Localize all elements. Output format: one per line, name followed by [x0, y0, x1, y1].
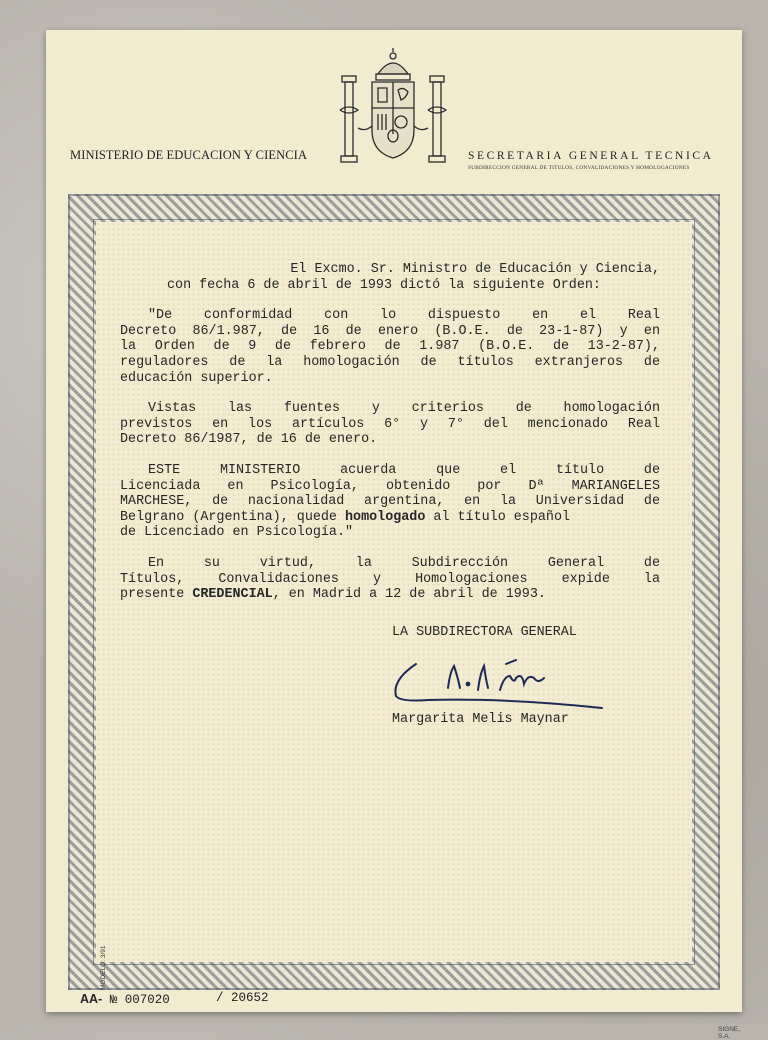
serial-digits: № 007020 — [102, 993, 170, 1007]
registration-number: / 20652 — [216, 991, 269, 1005]
ministry-name: MINISTERIO DE EDUCACION Y CIENCIA — [70, 148, 308, 162]
printer-mark: SIGNE, S.A. — [718, 1026, 741, 1040]
para3-line-3: MARCHESE, de nacionalidad argentina, en la Universidad de — [120, 494, 660, 510]
serial-prefix: AA- — [80, 992, 103, 1006]
handwritten-signature — [388, 650, 618, 716]
subdireccion-general: SUBDIRECCION GENERAL DE TITULOS, CONVALIDACIONES Y HOMOLOGACIONES — [468, 165, 690, 171]
para3-line-1: ESTE MINISTERIO acuerda que el título de — [148, 462, 660, 478]
para4-line-3-end: , en Madrid a 12 de abril de 1993. — [272, 587, 546, 603]
para4-line-2: Títulos, Convalidaciones y Homologaciones expide la — [120, 571, 660, 587]
homologado-word: homologado — [345, 509, 426, 525]
modelo-label: MODELO: 3/91 — [100, 945, 107, 990]
signer-name: Margarita Melis Maynar — [392, 712, 569, 727]
para2-line-2: previstos en los artículos 6° y 7° del mencionado Real — [120, 416, 660, 432]
credencial-word: CREDENCIAL — [192, 587, 273, 603]
para1-line-1: "De conformidad con lo dispuesto en el Real — [148, 308, 660, 324]
para1-line-5: educación superior. — [120, 370, 273, 386]
para3-line-4-end: al título español — [425, 509, 571, 525]
secretaria-general-tecnica: SECRETARIA GENERAL TECNICA — [468, 150, 714, 162]
para2-line-3: Decreto 86/1987, de 16 de enero. — [120, 432, 378, 448]
serial-number — [80, 992, 170, 1007]
para4-line-1: En su virtud, la Subdirección General de — [148, 555, 660, 571]
para4-line-3-start: presente — [120, 587, 193, 603]
spanish-coat-of-arms-icon — [334, 48, 452, 172]
para4-line-3 — [120, 587, 660, 603]
para2-line-1: Vistas las fuentes y criterios de homologación — [148, 401, 660, 417]
para1-line-3: la Orden de 9 de febrero de 1.987 (B.O.E. de 13-2-87), — [120, 339, 660, 355]
para3-line-5: de Licenciado en Psicología." — [120, 525, 354, 541]
para3-line-4-start: Belgrano (Argentina), quede — [120, 509, 337, 525]
order-text — [120, 262, 660, 603]
intro-line-1: El Excmo. Sr. Ministro de Educación y Ciencia, — [266, 262, 660, 277]
para3-line-4 — [120, 510, 660, 526]
para1-line-4: reguladores de la homologación de títulos extranjeros de — [120, 354, 660, 370]
para3-line-2: Licenciada en Psicología, obtenido por Dª MARIANGELES — [120, 478, 660, 494]
signer-title: LA SUBDIRECTORA GENERAL — [392, 625, 577, 640]
intro-line-2: con fecha 6 de abril de 1993 dictó la siguiente Orden: — [167, 277, 601, 293]
para1-line-2: Decreto 86/1.987, de 16 de enero (B.O.E. de 23-1-87) y en — [120, 323, 660, 339]
